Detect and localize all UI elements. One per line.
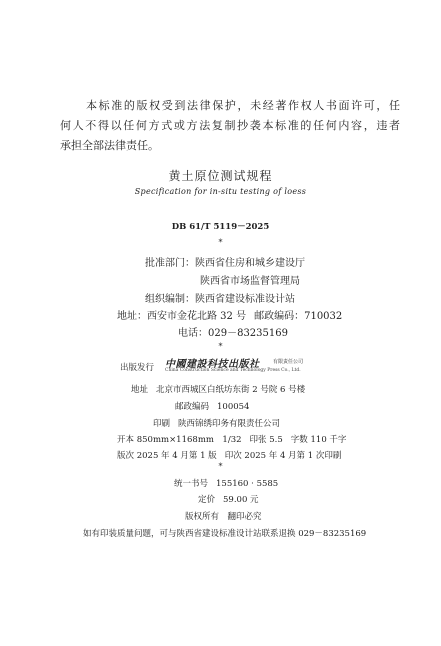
phone-label: 电话：: [178, 328, 208, 339]
approval-value-1: 陕西省住房和城乡建设厅: [195, 258, 305, 269]
compiler: [145, 290, 295, 305]
price: [198, 493, 259, 505]
approval-label: 批准部门：: [145, 258, 195, 269]
copyright-line-3: 承担全部法律责任。: [60, 139, 159, 152]
sheets-label: 印张: [249, 435, 267, 445]
approval-department: [145, 254, 305, 269]
book-number-value: 155160 · 5585: [216, 479, 279, 489]
phone-value: 029－83235169: [208, 328, 288, 339]
book-number: [174, 477, 278, 489]
publisher-zip-value: 100054: [217, 402, 250, 412]
book-spec: [117, 433, 346, 445]
publisher-logo: [165, 355, 325, 375]
copyright-line-1: 本标准的版权受到法律保护，未经著作权人书面许可，任: [86, 99, 400, 112]
copyright-line-2: 何人不得以任何方式或方法复制抄袭本标准的任何内容，违者: [60, 119, 400, 132]
quality-contact: 如有印装质量问题，可与陕西省建设标准设计站联系退换 029－83235169: [83, 529, 367, 539]
edition-value: 2025 年 4 月第 1 版: [136, 451, 217, 461]
edition-info: [117, 449, 341, 461]
title-chinese: 黄土原位测试规程: [168, 169, 273, 183]
printing-value: 2025 年 4 月第 1 次印刷: [244, 451, 342, 461]
phone: [178, 324, 288, 339]
words-value: 110 千字: [310, 435, 347, 445]
words-label: 字数: [290, 435, 308, 445]
separator-star: *: [218, 238, 223, 247]
separator-star: *: [218, 462, 223, 471]
printer: [153, 417, 280, 429]
compiler-value: 陕西省建设标准设计站: [195, 294, 295, 305]
book-number-label: 统一书号: [174, 479, 209, 489]
publisher-zip: [175, 400, 249, 412]
publisher-logo-english: China Construction Science and Technology Press Co., Ltd.: [165, 368, 301, 373]
publisher-address: [131, 383, 305, 395]
address: [117, 307, 342, 322]
approval-department-2: 陕西省市场监督管理局: [200, 276, 300, 287]
publisher-address-label: 地址: [131, 385, 149, 395]
publisher-zip-label: 邮政编码: [175, 402, 210, 412]
publisher-label: 出版发行: [120, 363, 155, 373]
compiler-label: 组织编制：: [145, 294, 195, 305]
address-value: 西安市金花北路 32 号: [147, 311, 247, 322]
printing-label: 印次: [224, 451, 242, 461]
price-label: 定价: [198, 495, 216, 505]
title-english: Specification for in-situ testing of loess: [134, 187, 307, 196]
separator-star: *: [218, 342, 223, 351]
publisher-address-value: 北京市西城区白纸坊东街 2 号院 6 号楼: [156, 385, 306, 395]
format-label: 开本: [117, 435, 135, 445]
publisher-logo-text: 中國建設科技出版社: [165, 359, 260, 370]
address-label: 地址：: [117, 311, 147, 322]
standard-number: DB 61/T 5119－2025: [171, 222, 270, 232]
printer-label: 印刷: [153, 419, 171, 429]
zip-label: 邮政编码：: [254, 311, 305, 322]
publisher-logo-suffix: 有限责任公司: [273, 359, 304, 365]
zip-value: 710032: [304, 311, 343, 322]
printer-value: 陕西锦绣印务有限责任公司: [178, 419, 281, 429]
sheets-value: 5.5: [269, 435, 283, 445]
edition-label: 版次: [117, 451, 135, 461]
format-value: 850mm×1168mm 1/32: [136, 435, 242, 445]
rights-notice: 版权所有 翻印必究: [185, 512, 262, 522]
price-value: 59.00 元: [223, 495, 259, 505]
